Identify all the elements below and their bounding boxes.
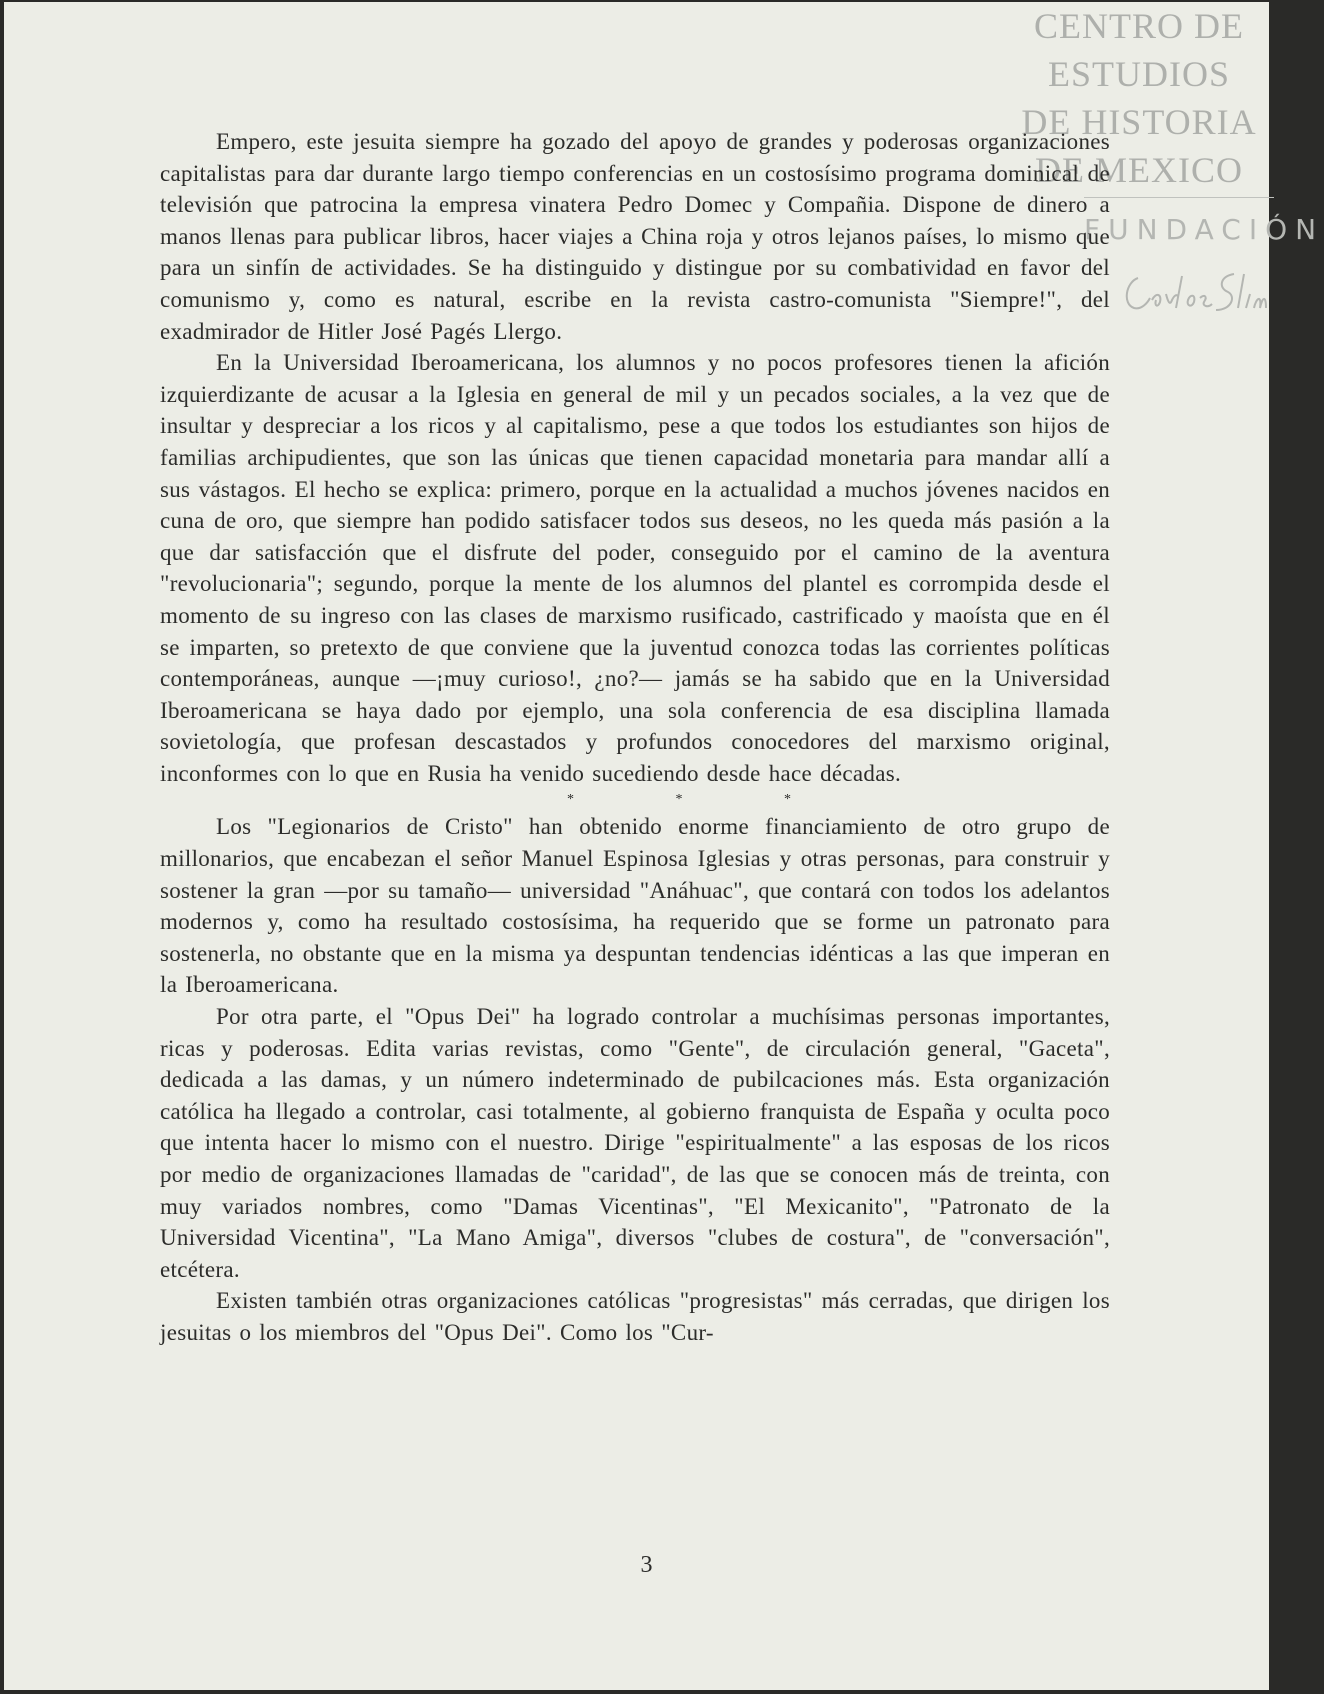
section-separator: * * * bbox=[567, 792, 839, 808]
document-page bbox=[4, 2, 1324, 1690]
watermark-divider bbox=[1084, 197, 1274, 198]
paragraph-4: Por otra parte, el "Opus Dei" ha logrado controlar a muchísimas personas importantes, ricas y poderosas. Edita varias revistas, como "Gente", de circulación general, "Gaceta", dedicada a las damas, y un número indeterminado de pubilcaciones más. Esta organización católica ha llegado a controlar, casi totalmente, al gobierno franquista de España y oculta poco que intenta hacer lo mismo con el nuestro. Dirige "espiritualmente" a las esposas de los ricos por medio de organizaciones llamadas de "caridad", de las que se conocen más de treinta, con muy variados nombres, como "Damas Vicentinas", "El Mexicanito", "Patronato de la Universidad Vicentina", "La Mano Amiga", diversos "clubes de costura", de "conversación", etcétera. bbox=[160, 1004, 1110, 1282]
page-number: 3 bbox=[640, 1552, 653, 1578]
watermark-line-4: DE MEXICO bbox=[1035, 150, 1243, 190]
watermark-line-2: ESTUDIOS bbox=[1047, 54, 1230, 94]
paragraph-2: En la Universidad Iberoamericana, los alumnos y no pocos profesores tienen la afición izquierdizante de acusar a la Iglesia en general de mil y un pecados sociales, a la vez que de insultar y despreciar a los ricos y al capitalismo, pese a que todos los estudiantes son hijos de familias archipudientes, que son las únicas que tienen capacidad monetaria para mandar allí a sus vástagos. El hecho se explica: primero, porque en la actualidad a muchos jóvenes nacidos en cuna de oro, que siempre han podido satisfacer todos sus deseos, no les queda más pasión a la que dar satisfacción que el disfrute del poder, conseguido por el camino de la aventura "revolucionaria"; segundo, porque la mente de los alumnos del plantel es corrompida desde el momento de su ingreso con las clases de marxismo rusificado, castrificado y maoísta que en él se imparten, so pretexto de que conviene que la juventud conozca todas las corrientes políticas contemporáneas, aunque —¡muy curioso!, ¿no?— jamás se ha sabido que en la Universidad Iberoamericana se haya dado por ejemplo, una sola conferencia de esa disciplina llamada sovietología, que profesan descastados y profundos conocedores del marxismo original, inconformes con lo que en Rusia ha venido sucediendo desde hace décadas. bbox=[160, 350, 1110, 786]
paragraph-3: Los "Legionarios de Cristo" han obtenido enorme financiamiento de otro grupo de millonarios, que encabezan el señor Manuel Espinosa Iglesias y otras personas, para construir y sostener la gran —por su tamaño— universidad "Anáhuac", que contará con todos los adelantos modernos y, como ha resultado costosísima, ha requerido que se forme un patronato para sostenerla, no obstante que en la misma ya despuntan tendencias idénticas a las que imperan en la Iberoamericana. bbox=[160, 814, 1110, 998]
signature-icon bbox=[1116, 264, 1266, 324]
paragraph-5: Existen también otras organizaciones católicas "progresistas" más cerradas, que dirigen los jesuitas o los miembros del "Opus Dei". Como los "Cur- bbox=[160, 1288, 1110, 1345]
watermark-foundation: FUNDACIÓN bbox=[1084, 213, 1324, 246]
watermark-line-3: DE HISTORIA bbox=[1021, 102, 1257, 142]
body-text bbox=[160, 126, 1110, 1349]
watermark-line-1: CENTRO DE bbox=[1034, 6, 1244, 46]
paragraph-1: Empero, este jesuita siempre ha gozado del apoyo de grandes y poderosas organizaciones capitalistas para dar durante largo tiempo conferencias en un costosísimo programa dominical de televisión que patrocina la empresa vinatera Pedro Domec y Compañia. Dispone de dinero a manos llenas para publicar libros, hacer viajes a China roja y otros lejanos países, lo mismo que para un sinfín de actividades. Se ha distinguido y distingue por su combatividad en favor del comunismo y, como es natural, escribe en la revista castro-comunista "Siempre!", del exadmirador de Hitler José Pagés Llergo. bbox=[160, 129, 1110, 344]
